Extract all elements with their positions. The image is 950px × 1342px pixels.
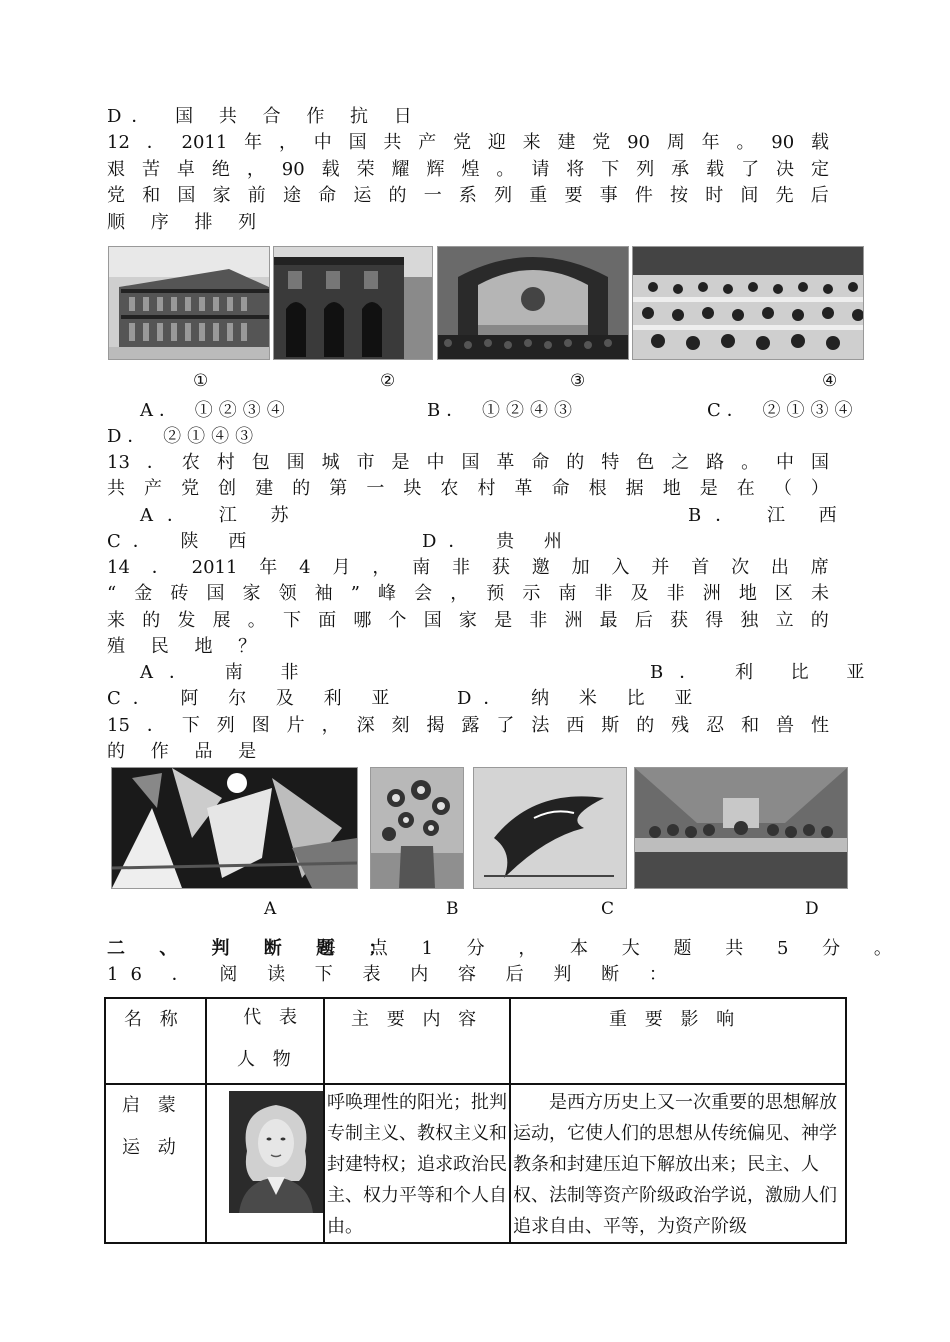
q13-option-d: D． 贵 州 [422, 531, 574, 552]
q13-line-1: 13 ． 农 村 包 围 城 市 是 中 国 革 命 的 特 色 之 路 。 中 国 [107, 452, 829, 473]
q15-label-c: C [601, 899, 615, 919]
q12-photo-3 [437, 246, 629, 360]
table-header-row [105, 998, 846, 1084]
portrait-image [229, 1091, 323, 1213]
q14-option-d: D． 纳 米 比 亚 [457, 688, 705, 709]
header-name: 名 称 [105, 998, 206, 1084]
q15-label-d: D [805, 899, 819, 919]
q15-artwork-a [111, 767, 358, 889]
q12-line-2: 艰 苦 卓 绝 ， 90 载 荣 耀 辉 煌 。 请 将 下 列 承 载 了 决 定 [107, 159, 829, 180]
q16-table [104, 997, 847, 1244]
q12-option-b: B． ①②④③ [427, 400, 578, 421]
q12-label-3: ③ [570, 371, 586, 391]
q15-artwork-d [634, 767, 848, 889]
row-portrait-cell [206, 1084, 324, 1243]
q12-photo-2 [273, 246, 433, 360]
q14-option-b: B． 利 比 亚 [650, 662, 881, 683]
header-representative [206, 998, 324, 1084]
q15-label-b: B [446, 899, 459, 919]
q14-option-a: A． 南 非 [140, 662, 315, 683]
q13-line-2: 共 产 党 创 建 的 第 一 块 农 村 革 命 根 据 地 是 在 （ ） [107, 478, 829, 499]
section2-heading: 二 、 判 断 题 ： [107, 938, 401, 959]
q14-line-1: 14 ． 2011 年 4 月 ， 南 非 获 邀 加 入 并 首 次 出 席 [107, 557, 829, 578]
q14-line-3: 来 的 发 展 。 下 面 哪 个 国 家 是 非 洲 最 后 获 得 独 立 的 [107, 610, 829, 631]
q16-line-1: 16 ． 阅 读 下 表 内 容 后 判 断 ： [107, 964, 679, 985]
row-name-line-1: 启 蒙 [122, 1095, 182, 1116]
q12-photo-4 [632, 246, 864, 360]
q12-option-d: D． ②①④③ [107, 426, 260, 447]
q15-line-1: 15 ． 下 列 图 片 ， 深 刻 揭 露 了 法 西 斯 的 残 忍 和 兽 性 [107, 715, 829, 736]
row-name [105, 1084, 206, 1243]
q14-line-4: 殖 民 地 ？ [107, 636, 267, 657]
header-representative-line-1: 代 表 [243, 1007, 303, 1028]
q12-label-2: ② [380, 371, 396, 391]
header-representative-line-2: 人 物 [237, 1049, 297, 1070]
header-content: 主 要 内 容 [324, 998, 510, 1084]
table-row [105, 1084, 846, 1243]
q12-line-1: 12 ． 2011 年 ， 中 国 共 产 党 迎 来 建 党 90 周 年 。 90 载 [107, 132, 829, 153]
q12-label-4: ④ [822, 371, 838, 391]
q12-photo-1 [108, 246, 270, 360]
row-impact: 是西方历史上又一次重要的思想解放运动，它使人们的思想从传统偏见、神学教条和封建压迫下解放出来；民主、人权、法制等资产阶级政治学说，激励人们追求自由、平等，为资产阶级 [510, 1084, 846, 1243]
section2-description: 每 点 1 分 ， 本 大 题 共 5 分 。 [318, 938, 906, 959]
q14-line-2: “ 金 砖 国 家 领 袖 ” 峰 会 ， 预 示 南 非 及 非 洲 地 区 未 [107, 583, 829, 604]
q12-label-1: ① [193, 371, 209, 391]
q15-label-a: A [264, 899, 277, 919]
q12-option-a: A． ①②③④ [140, 400, 291, 421]
q13-option-b: B． 江 西 [688, 505, 851, 526]
q15-artwork-b [370, 767, 464, 889]
q15-line-2: 的 作 品 是 [107, 741, 267, 762]
row-content: 呼唤理性的阳光；批判专制主义、教权主义和封建特权；追求政治民主、权力平等和个人自由。 [324, 1084, 510, 1243]
q13-option-c: C． 陕 西 [107, 531, 259, 552]
q13-option-a: A． 江 苏 [140, 505, 303, 526]
q15-artwork-c [473, 767, 627, 889]
row-name-line-2: 运 动 [122, 1137, 182, 1158]
header-impact: 重 要 影 响 [510, 998, 846, 1084]
q12-option-c: C． ②①③④ [707, 400, 859, 421]
q12-line-3: 党 和 国 家 前 途 命 运 的 一 系 列 重 要 事 件 按 时 间 先 后 [107, 185, 829, 206]
q14-option-c: C． 阿 尔 及 利 亚 [107, 688, 402, 709]
q11-option-d: D． 国 共 合 作 抗 日 [107, 106, 422, 127]
q12-line-4: 顺 序 排 列 [107, 212, 267, 233]
